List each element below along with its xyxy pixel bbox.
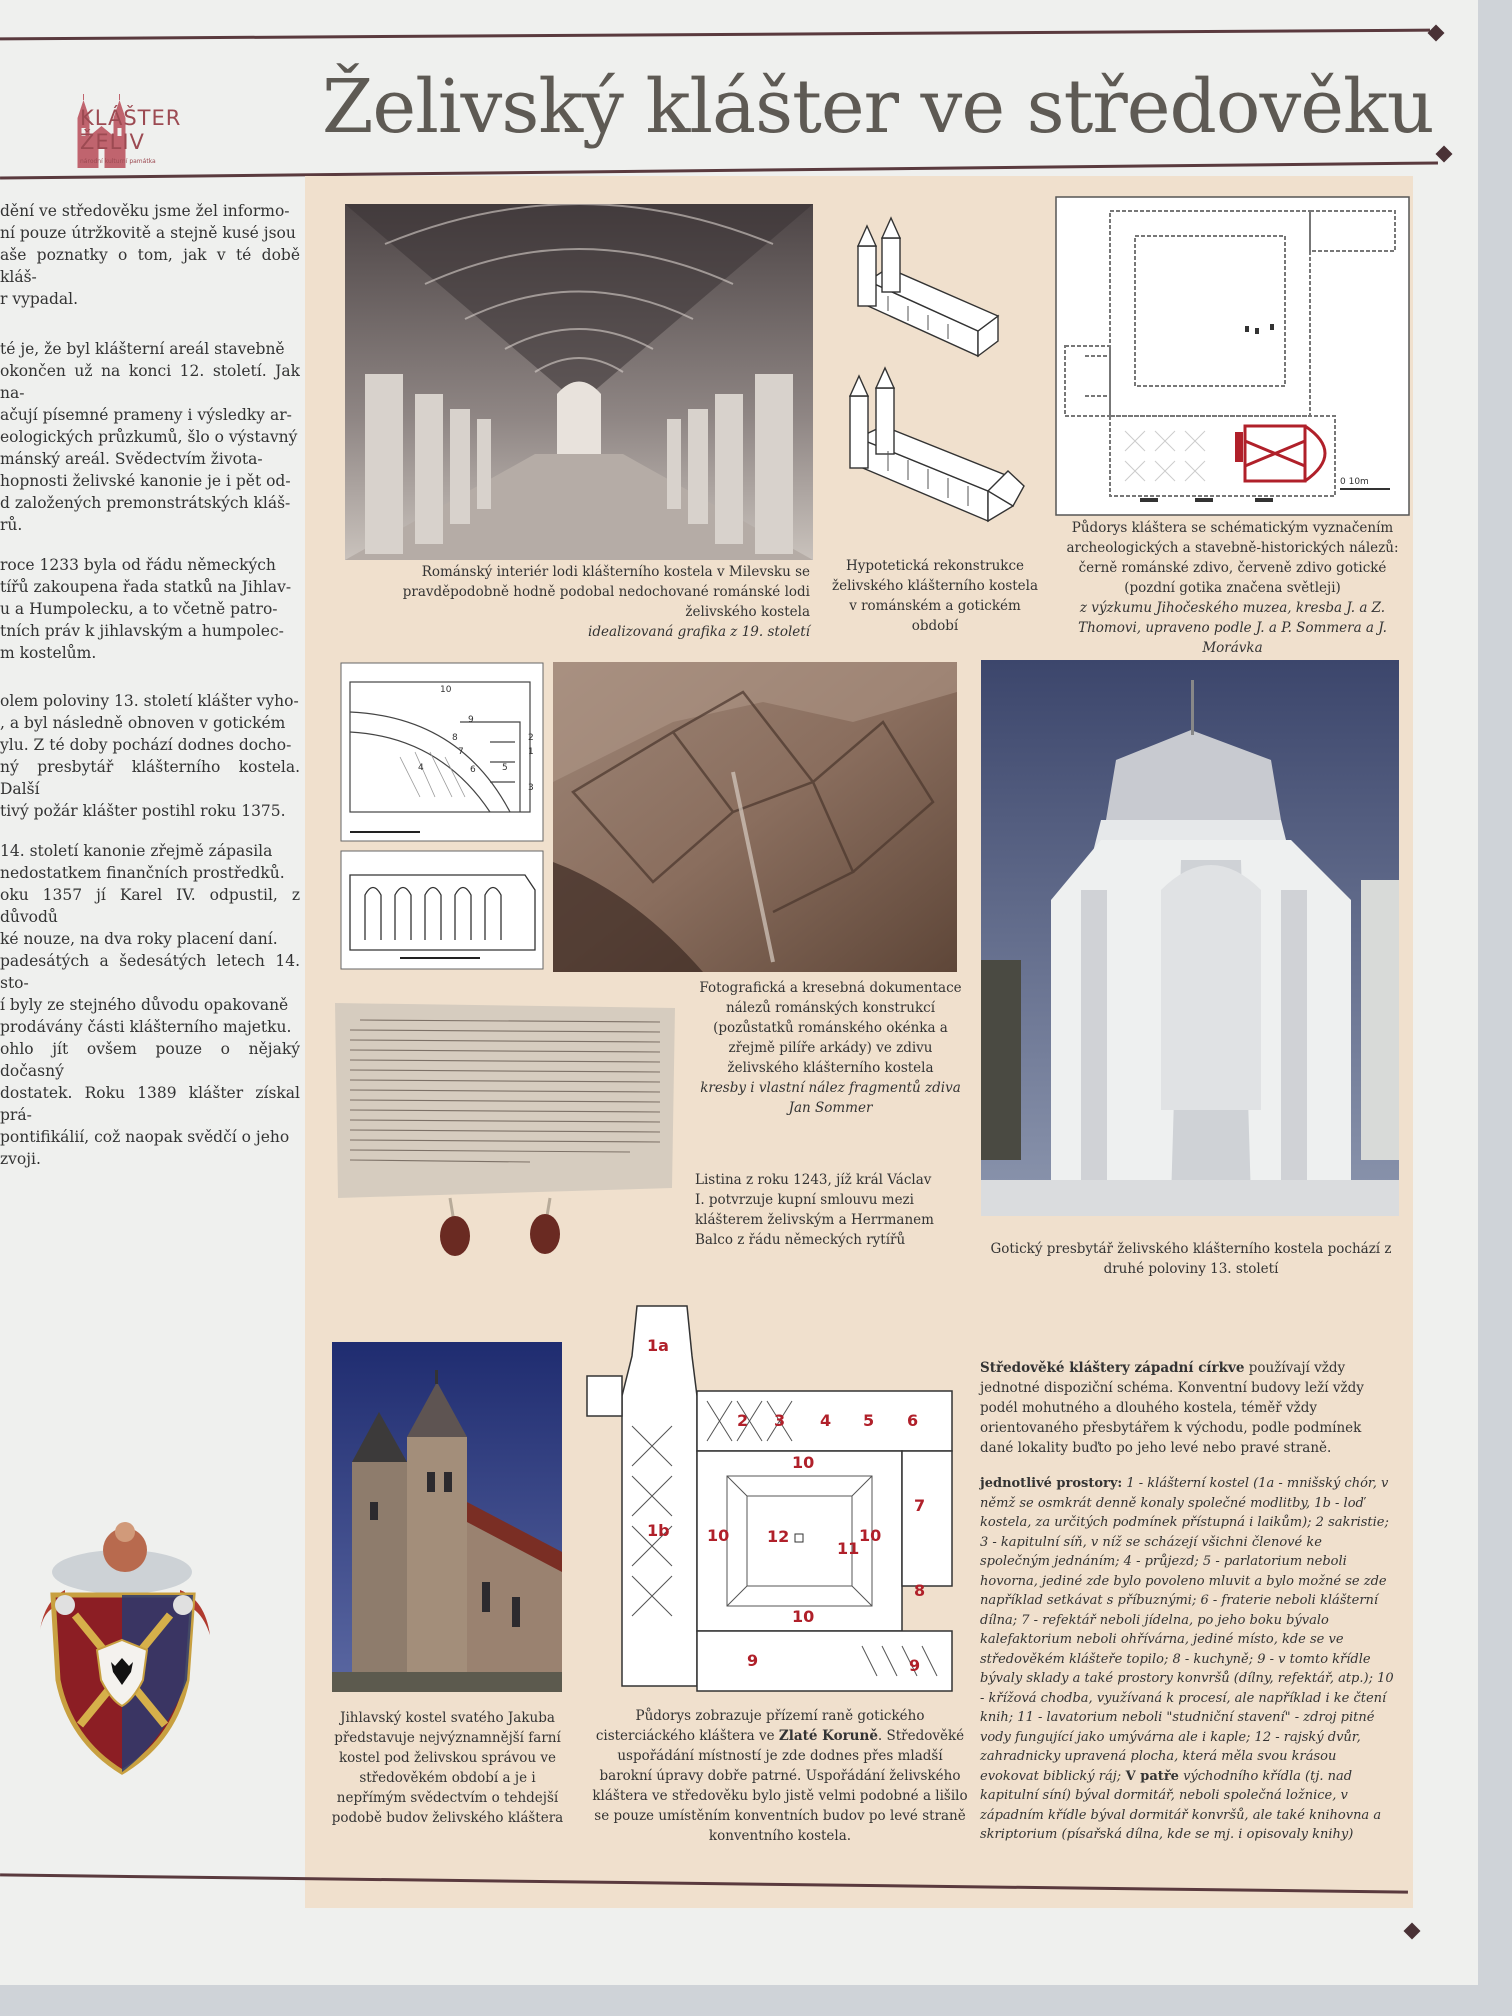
zlata-koruna-caption: [590, 1706, 970, 1846]
plan-room-label: 5: [863, 1411, 875, 1430]
section-label: 8: [452, 733, 458, 743]
logo-wordmark: [80, 106, 181, 165]
left-paragraph: 14. století kanonie zřejmě zápasila nedostatkem finančních prostředků. oku 1357 jí Karel IV. odpustil, z důvodů ké nouze, na dva roky placení daní. padesátých a šedesátých letech 14. sto- í byly ze stejného důvodu opakovaně prodávány části klášterního majetku. ohlo jít ovšem pouze o nějaký dočasný dostatek. Roku 1389 klášter získal prá- pontifikálií, což naopak svědčí o jeho zvoji.: [0, 842, 300, 1168]
section-label: 1: [528, 747, 534, 757]
scheme-list-text: 1 - klášterní kostel (1a - mnišský chór, v němž se osmkrát denně konaly společné modlitby, 1b - loď kostela, za určitých podmínek přístupná i laikům); 2 sakristie; 3 - kapitulní síň, v níž se scházejí všichni členové ke společným jednáním; 4 - průjezd; 5 - parlatorium neboli hovorna, jediné zde bylo povoleno mluvit a bylo možné se zde například setkávat s příbuznými; 6 - fraterie neboli klášterní dílna; 7 - refektář neboli jídelna, po jeho boku bývalo kalefaktorium neboli ohřívárna, jediné místo, kde se ve středověkém klášteře topilo; 8 - kuchyně; 9 - v tomto křídle bývaly sklady a také prostory konvršů (dílny, refektář, atp.); 10 - křížová chodba, využívaná k procesí, ale například i ke čtení knih; 11 - lavatorium neboli "studniční stavení" - zdroj pitné vody fungující jako umývárna ale i kaple; 12 - rajský dvůr, zahradnicky upravená plocha, která měla svou krásou evokovat biblický ráj;: [980, 1476, 1394, 1784]
logo-line1: KLÁŠTER: [80, 106, 182, 130]
gothic-presbytery-photo: [981, 660, 1399, 1216]
logo-subtitle: národní kulturní památka: [80, 158, 156, 165]
plan-room-label: 8: [914, 1581, 926, 1600]
plan-room-label: 3: [774, 1411, 786, 1430]
left-paragraph: olem poloviny 13. století klášter vyho- , a byl následně obnoven v gotickém ylu. Z té doby pochází dodnes docho- ný presbytář klášterního kostela. Další tivý požár klášter postihl roku 1375.: [0, 692, 300, 820]
left-paragraph: roce 1233 byla od řádu německých tířů zakoupena řada statků na Jihlav- u a Humpolecku, a to včetně patro- tních práv k jihlavským a humpolec- m kostelům.: [0, 556, 292, 662]
section-label: 3: [528, 783, 534, 793]
top-rule: [0, 29, 1430, 41]
scheme-floor-text: východního křídla (tj. nad kapitulní síní) býval dormitář, neboli společná ložnice, v západním křídle býval dormitář konvršů, ale také knihovna a skriptorium (písařská dílna, kde se mj. i opisovaly knihy): [980, 1768, 1382, 1842]
plan-room-label: 12: [767, 1527, 790, 1546]
section-label: 10: [440, 685, 452, 695]
plan-caption-text: Půdorys kláštera se schématickým vyznačením archeologických a stavebně-historických nálezů: černě románské zdivo, červeně zdivo gotické (pozdní gotika značena světleji): [1066, 520, 1399, 596]
plan-room-label: 1a: [647, 1336, 669, 1355]
section-label: 7: [458, 747, 464, 757]
left-paragraph: té je, že byl klášterní areál stavebně okončen už na konci 12. století. Jak na- ačují písemné prameny i výsledky ar- eologických průzkumů, šlo o výstavný mánský areál. Svědectvím života- hopnosti želivské kanonie je i pět od- d založených premonstrátských kláš- rů.: [0, 340, 300, 534]
section-label: 5: [502, 763, 508, 773]
presbytery-caption: Gotický presbytář želivského klášterního kostela pochází z druhé poloviny 13. století: [990, 1241, 1392, 1277]
interior-engraving-image: [345, 204, 813, 560]
section-label: 9: [468, 715, 474, 725]
plan-room-label: 6: [907, 1411, 919, 1430]
photo-doc-caption-credit: kresby i vlastní nález fragmentů zdiva Jan Sommer: [700, 1080, 961, 1116]
reconstruction-caption: Hypotetická rekonstrukce želivského klášterního kostela v románském a gotickém období: [831, 558, 1039, 634]
plan-room-label: 10: [707, 1526, 730, 1545]
plan-room-label: 1b: [647, 1521, 670, 1540]
st-james-church-photo: [332, 1342, 562, 1692]
arcade-elevation-drawing: [340, 850, 544, 970]
plan-scale-label: 0 10m: [1340, 477, 1369, 487]
charter-1243-image: [330, 998, 680, 1258]
photo-doc-caption-text: Fotografická a kresebná dokumentace nálezů románských konstrukcí (pozůstatků románského okénka a zřejmě pilíře arkády) ve zdivu želivského klášterního kostela: [699, 980, 962, 1076]
left-paragraph: dění ve středověku jsme žel informo- ní pouze útržkovitě a stejně kusé jsou aše poznatky o tom, jak v té době kláš- r vypadal.: [0, 202, 300, 308]
monastery-floor-plan: [1055, 196, 1410, 516]
scheme-list-title: jednotlivé prostory:: [980, 1476, 1123, 1491]
section-label: 2: [528, 733, 534, 743]
scheme-intro-text: používají vždy jednotné dispoziční schéma. Konventní budovy leží vždy podél mohutného a dlouhého kostela, téměř vždy orientovaného přesbytářem k východu, podle podmínek dané lokality buďto po jeho levé nebo pravé straně.: [980, 1360, 1364, 1456]
section-label: 4: [418, 763, 424, 773]
zlata-koruna-caption-c: . Středověké uspořádání místností je zde dodnes přes mladší barokní úpravy dobře patrné. Uspořádání želivského kláštera ve středověku bylo jistě velmi podobné a lišilo se pouze umístěním konventních budov po levé straně konventního kostela.: [592, 1728, 968, 1844]
interior-caption: [355, 562, 810, 642]
scheme-list: [980, 1474, 1395, 1845]
scheme-floor-title: V patře: [1121, 1768, 1179, 1784]
rule-ornament-icon: [1404, 1923, 1421, 1940]
rule-ornament-icon: [1428, 25, 1445, 42]
romanesque-masonry-photo: [553, 662, 957, 972]
plan-room-label: 7: [914, 1496, 926, 1515]
plan-room-label: 9: [909, 1656, 921, 1675]
section-label: 6: [470, 765, 476, 775]
content-panel: [305, 176, 1413, 1908]
charter-caption: Listina z roku 1243, jíž král Václav I. potvrzuje kupní smlouvu mezi klášterem želivským a Herrmanem Balco z řádu německých rytířů: [695, 1172, 934, 1248]
coat-of-arms-icon: [25, 1510, 220, 1775]
plan-room-label: 4: [820, 1411, 832, 1430]
scheme-title: Středověké kláštery západní církve: [980, 1360, 1245, 1376]
interior-caption-text: Románský interiér lodi klášterního kostela v Milevsku se pravděpodobně hodně podobal nedochované románské lodi želivského kostela: [402, 564, 810, 620]
romanesque-window-drawing: [340, 662, 544, 842]
rule-ornament-icon: [1436, 146, 1453, 163]
plan-room-label: 10: [859, 1526, 882, 1545]
plan-room-label: 11: [837, 1539, 860, 1558]
plan-caption-credit: z výzkumu Jihočeského muzea, kresba J. a Z. Thomovi, upraveno podle J. a P. Sommera a J. Morávka: [1078, 600, 1387, 656]
zlata-koruna-name: Zlaté Koruně: [778, 1728, 878, 1744]
plan-room-label: 10: [792, 1453, 815, 1472]
logo-line2: ŽELIV: [80, 130, 145, 154]
photo-doc-caption: [693, 978, 968, 1118]
interior-caption-credit: idealizovaná grafika z 19. století: [588, 624, 810, 640]
st-james-caption: Jihlavský kostel svatého Jakuba představuje nejvýznamnější farní kostel pod želivskou správou ve středověkém období a je i nepřímým svědectvím o tehdejší podobě budov želivského kláštera: [331, 1710, 564, 1826]
plan-room-label: 2: [737, 1411, 749, 1430]
zlata-koruna-caption-a: Půdorys zobrazuje přízemí raně gotického cisterciáckého kláštera ve: [595, 1708, 925, 1744]
scheme-intro: [980, 1358, 1395, 1458]
church-reconstruction-drawing: [848, 216, 1028, 536]
zlata-koruna-plan: [577, 1296, 967, 1701]
page-title: Želivský klášter ve středověku: [322, 64, 1434, 150]
plan-room-label: 10: [792, 1607, 815, 1626]
plan-room-label: 9: [747, 1651, 759, 1670]
left-text-column: [0, 200, 300, 1188]
plan-caption: [1060, 518, 1405, 658]
